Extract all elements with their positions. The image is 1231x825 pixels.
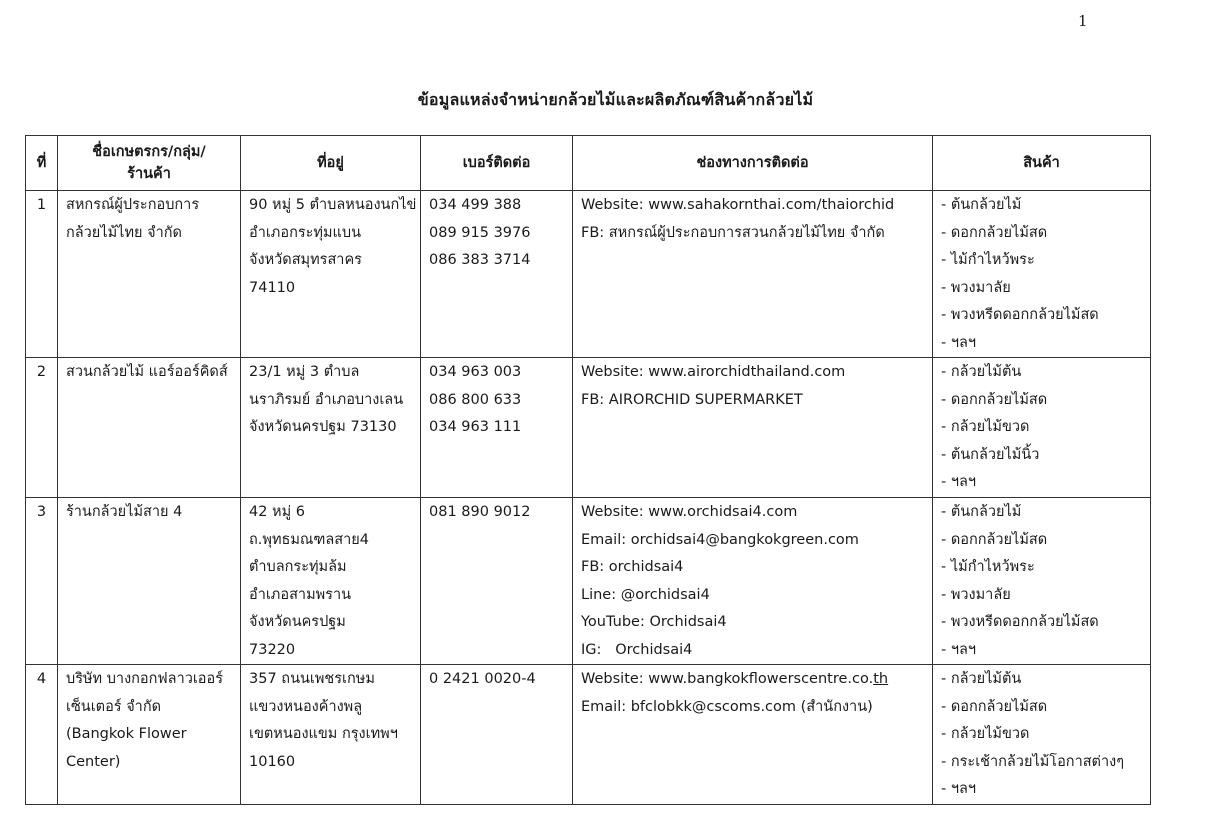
website-link: Website: www.orchidsai4.com (581, 504, 798, 520)
address-cell (241, 665, 421, 805)
header-no: ที่ (26, 136, 58, 191)
seller-name-cell (58, 191, 241, 358)
phone-number: 089 915 3976 (429, 224, 531, 241)
address-line: อำเภอสามพราน (249, 586, 352, 603)
phone-number: 034 963 003 (429, 364, 522, 380)
seller-name-cell (58, 498, 241, 665)
phone-number: 081 890 9012 (429, 504, 531, 520)
table-row (26, 498, 1151, 665)
seller-name-line: เซ็นเตอร์ จำกัด (66, 698, 162, 715)
product-item: - ดอกกล้วยไม้สด (941, 224, 1048, 241)
address-line: 42 หมู่ 6 (249, 504, 306, 520)
header-name (58, 136, 241, 191)
address-line: เขตหนองแขม กรุงเทพฯ (249, 726, 398, 742)
seller-name-line: บริษัท บางกอกฟลาวเออร์ (66, 671, 224, 687)
address-line: จังหวัดนครปฐม 73130 (249, 419, 397, 435)
instagram-contact: IG: Orchidsai4 (581, 641, 693, 658)
product-item: - ดอกกล้วยไม้สด (941, 698, 1048, 715)
address-line: 23/1 หมู่ 3 ตำบล (249, 364, 360, 380)
address-line: จังหวัดสมุทรสาคร (249, 252, 362, 268)
seller-name-line: (Bangkok Flower (66, 726, 187, 742)
table-row (26, 665, 1151, 805)
product-item: - กล้วยไม้ต้น (941, 671, 1022, 687)
contact-channel-cell (573, 191, 933, 358)
youtube-contact: YouTube: Orchidsai4 (581, 614, 727, 630)
seller-name-cell (58, 358, 241, 498)
address-cell (241, 498, 421, 665)
header-phone: เบอร์ติดต่อ (421, 136, 573, 191)
row-number: 2 (26, 358, 58, 498)
website-link (581, 666, 924, 694)
seller-name-line: สวนกล้วยไม้ แอร์ออร์คิดส์ (66, 364, 228, 380)
facebook-contact: FB: orchidsai4 (581, 559, 684, 575)
address-cell (241, 358, 421, 498)
product-item: - ดอกกล้วยไม้สด (941, 391, 1048, 408)
orchid-sources-table (25, 135, 1151, 805)
products-cell (933, 358, 1151, 498)
phone-cell (421, 358, 573, 498)
address-line: ตำบลกระทุ่มล้ม (249, 559, 347, 575)
address-line: อำเภอกระทุ่มแบน (249, 224, 362, 241)
product-item: - ไม้กำไหว้พระ (941, 559, 1035, 575)
product-item: - พวงมาลัย (941, 279, 1011, 296)
row-number: 1 (26, 191, 58, 358)
address-line: นราภิรมย์ อำเภอบางเลน (249, 391, 404, 408)
document-title: ข้อมูลแหล่งจำหน่ายกล้วยไม้และผลิตภัณฑ์สินค้ากล้วยไม้ (417, 90, 814, 109)
email-contact: Email: orchidsai4@bangkokgreen.com (581, 531, 859, 548)
line-contact: Line: @orchidsai4 (581, 586, 710, 603)
seller-name-cell (58, 665, 241, 805)
address-line: 73220 (249, 641, 296, 658)
facebook-contact: FB: สหกรณ์ผู้ประกอบการสวนกล้วยไม้ไทย จำกัด (581, 224, 885, 241)
contact-channel-cell (573, 498, 933, 665)
product-item: - ฯลฯ (941, 641, 977, 658)
product-item: - ดอกกล้วยไม้สด (941, 531, 1048, 548)
products-cell (933, 498, 1151, 665)
product-item: - กล้วยไม้ต้น (941, 364, 1022, 380)
phone-cell (421, 498, 573, 665)
contact-channel-cell (573, 665, 933, 805)
product-item: - กระเช้ากล้วยไม้โอกาสต่างๆ (941, 753, 1124, 770)
seller-name-line: สหกรณ์ผู้ประกอบการ (66, 197, 200, 213)
address-line: 10160 (249, 753, 296, 770)
address-line: ถ.พุทธมณฑลสาย4 (249, 531, 370, 548)
products-cell (933, 665, 1151, 805)
product-item: - กล้วยไม้ขวด (941, 419, 1030, 435)
website-url-main: Website: www.bangkokflowerscentre.co. (581, 671, 874, 687)
address-cell (241, 191, 421, 358)
product-item: - ฯลฯ (941, 781, 977, 797)
address-line: 90 หมู่ 5 ตำบลหนองนกไข่ (249, 197, 417, 213)
product-item: - ฯลฯ (941, 474, 977, 490)
row-number: 4 (26, 665, 58, 805)
seller-name-line: กล้วยไม้ไทย จำกัด (66, 224, 182, 241)
header-name-line1: ชื่อเกษตรกร/กลุ่ม/ (92, 144, 206, 160)
header-name-line2: ร้านค้า (127, 166, 171, 182)
contact-channel-cell (573, 358, 933, 498)
product-item: - พวงหรีดดอกกล้วยไม้สด (941, 614, 1099, 630)
website-url-tld: th (873, 671, 889, 687)
address-line: 74110 (249, 279, 296, 296)
product-item: - ต้นกล้วยไม้ (941, 504, 1022, 520)
phone-cell (421, 191, 573, 358)
phone-number: 034 499 388 (429, 197, 522, 213)
table-row (26, 358, 1151, 498)
seller-name-line: ร้านกล้วยไม้สาย 4 (66, 504, 183, 520)
product-item: - พวงหรีดดอกกล้วยไม้สด (941, 307, 1099, 323)
products-cell (933, 191, 1151, 358)
address-line: จังหวัดนครปฐม (249, 614, 346, 630)
facebook-contact: FB: AIRORCHID SUPERMARKET (581, 391, 803, 408)
header-row (26, 136, 1151, 191)
header-address: ที่อยู่ (241, 136, 421, 191)
address-line: แขวงหนองค้างพลู (249, 698, 363, 715)
phone-number: 0 2421 0020-4 (429, 671, 536, 687)
header-channel: ช่องทางการติดต่อ (573, 136, 933, 191)
row-number: 3 (26, 498, 58, 665)
phone-number: 086 800 633 (429, 391, 522, 408)
product-item: - พวงมาลัย (941, 586, 1011, 603)
website-link: Website: www.airorchidthailand.com (581, 364, 846, 380)
website-link: Website: www.sahakornthai.com/thaiorchid (581, 197, 895, 213)
product-item: - ต้นกล้วยไม้นิ้ว (941, 446, 1040, 463)
page-number: 1 (1078, 12, 1088, 30)
table-row (26, 191, 1151, 358)
address-line: 357 ถนนเพชรเกษม (249, 671, 375, 687)
table-body (26, 191, 1151, 805)
table-header (26, 136, 1151, 191)
header-products: สินค้า (933, 136, 1151, 191)
phone-number: 034 963 111 (429, 419, 522, 435)
product-item: - ไม้กำไหว้พระ (941, 252, 1035, 268)
product-item: - ต้นกล้วยไม้ (941, 197, 1022, 213)
phone-cell (421, 665, 573, 805)
phone-number: 086 383 3714 (429, 252, 531, 268)
seller-name-line: Center) (66, 753, 121, 770)
email-contact: Email: bfclobkk@cscoms.com (สำนักงาน) (581, 698, 873, 715)
product-item: - ฯลฯ (941, 334, 977, 351)
product-item: - กล้วยไม้ขวด (941, 726, 1030, 742)
